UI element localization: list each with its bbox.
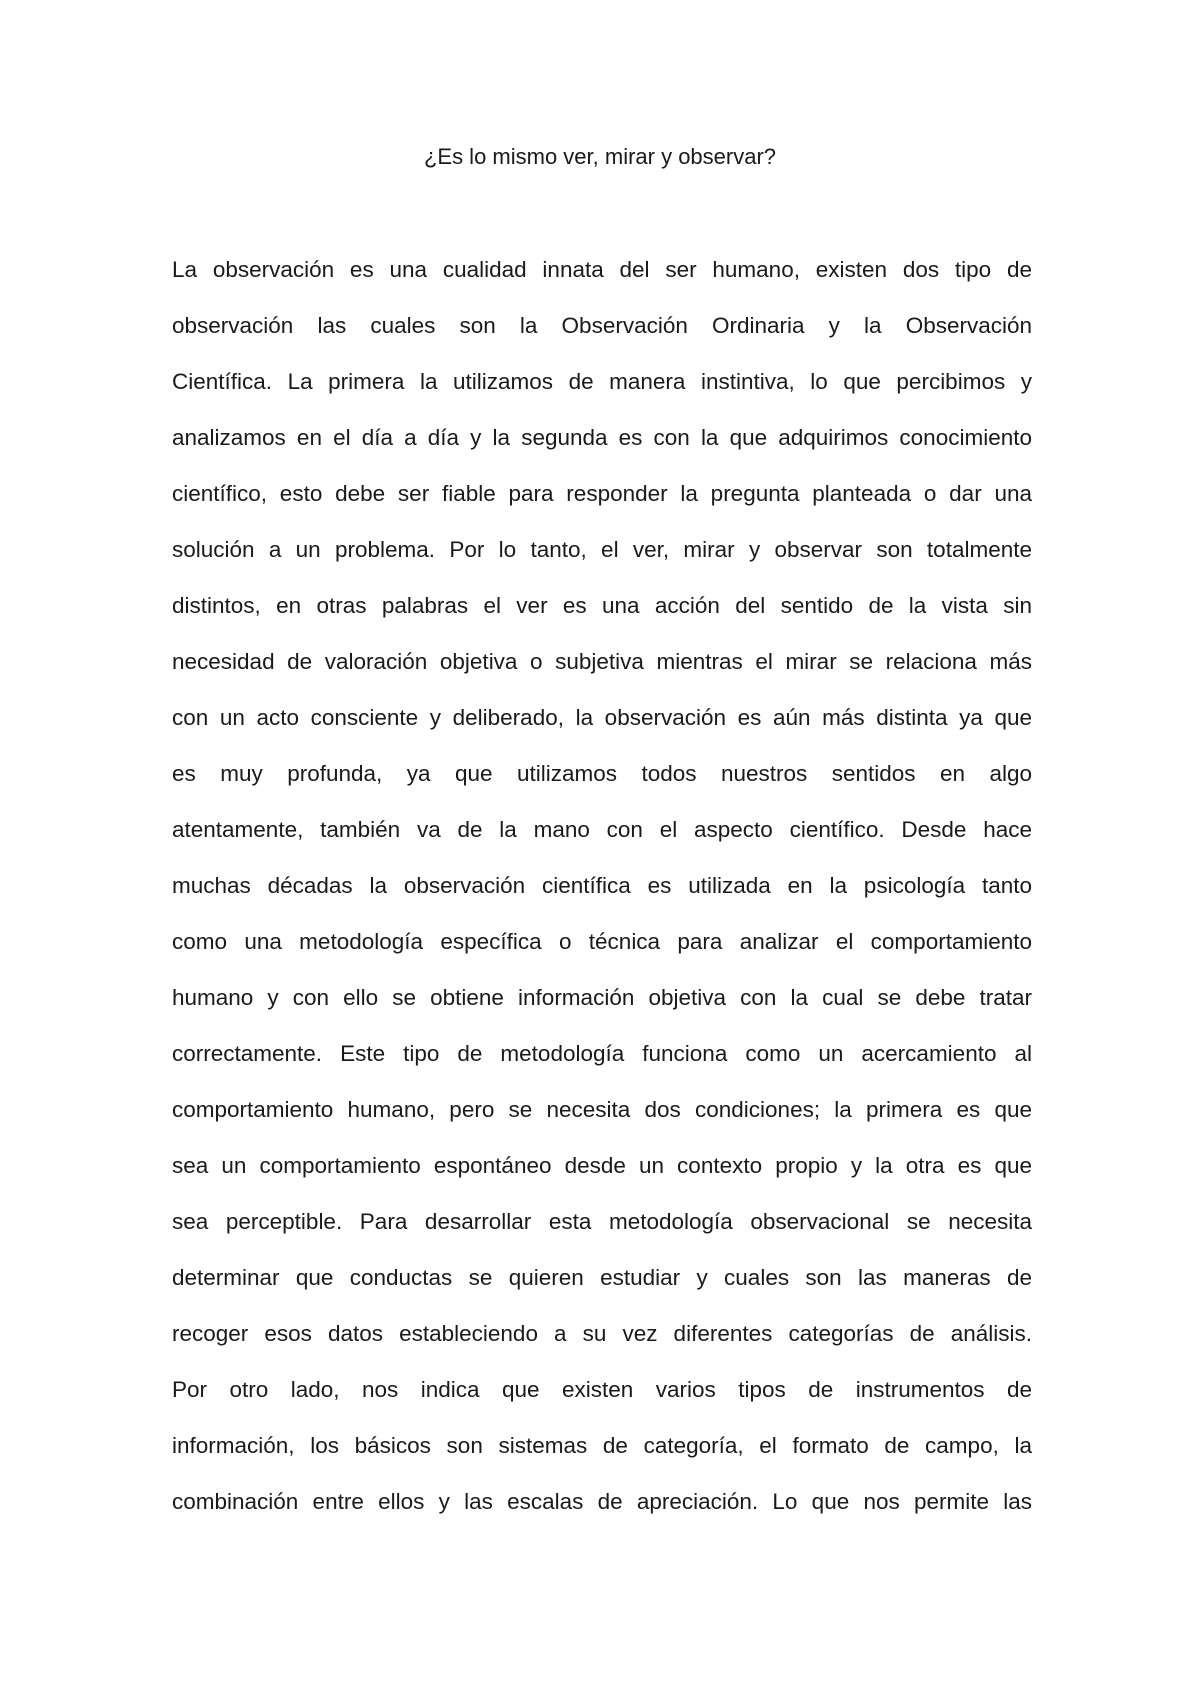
- body-line: analizamos en el día a día y la segunda es con la que adquirimos conocimiento: [172, 425, 1032, 450]
- body-line: Científica. La primera la utilizamos de manera instintiva, lo que percibimos y: [172, 369, 1032, 394]
- body-line: como una metodología específica o técnica para analizar el comportamiento: [172, 929, 1032, 954]
- body-line: Por otro lado, nos indica que existen varios tipos de instrumentos de: [172, 1377, 1032, 1402]
- body-line: atentamente, también va de la mano con el aspecto científico. Desde hace: [172, 817, 1032, 842]
- body-line: distintos, en otras palabras el ver es una acción del sentido de la vista sin: [172, 593, 1032, 618]
- body-line: científico, esto debe ser fiable para responder la pregunta planteada o dar una: [172, 481, 1032, 506]
- body-line: humano y con ello se obtiene información objetiva con la cual se debe tratar: [172, 985, 1032, 1010]
- body-line: información, los básicos son sistemas de categoría, el formato de campo, la: [172, 1433, 1032, 1458]
- body-line: recoger esos datos estableciendo a su vez diferentes categorías de análisis.: [172, 1321, 1032, 1346]
- body-line: sea perceptible. Para desarrollar esta metodología observacional se necesita: [172, 1209, 1032, 1234]
- body-line: necesidad de valoración objetiva o subjetiva mientras el mirar se relaciona más: [172, 649, 1032, 674]
- body-line: La observación es una cualidad innata del ser humano, existen dos tipo de: [172, 257, 1032, 282]
- body-line: observación las cuales son la Observación Ordinaria y la Observación: [172, 313, 1032, 338]
- body-line: correctamente. Este tipo de metodología funciona como un acercamiento al: [172, 1041, 1032, 1066]
- body-line: solución a un problema. Por lo tanto, el ver, mirar y observar son totalmente: [172, 537, 1032, 562]
- body-line: es muy profunda, ya que utilizamos todos nuestros sentidos en algo: [172, 761, 1032, 786]
- body-line: con un acto consciente y deliberado, la observación es aún más distinta ya que: [172, 705, 1032, 730]
- body-line: sea un comportamiento espontáneo desde un contexto propio y la otra es que: [172, 1153, 1032, 1178]
- body-line: muchas décadas la observación científica es utilizada en la psicología tanto: [172, 873, 1032, 898]
- document-title: ¿Es lo mismo ver, mirar y observar?: [423, 144, 777, 169]
- document-body: [172, 255, 1032, 1543]
- body-line: comportamiento humano, pero se necesita dos condiciones; la primera es que: [172, 1097, 1032, 1122]
- body-line: combinación entre ellos y las escalas de apreciación. Lo que nos permite las: [172, 1489, 1032, 1514]
- body-line: determinar que conductas se quieren estudiar y cuales son las maneras de: [172, 1265, 1032, 1290]
